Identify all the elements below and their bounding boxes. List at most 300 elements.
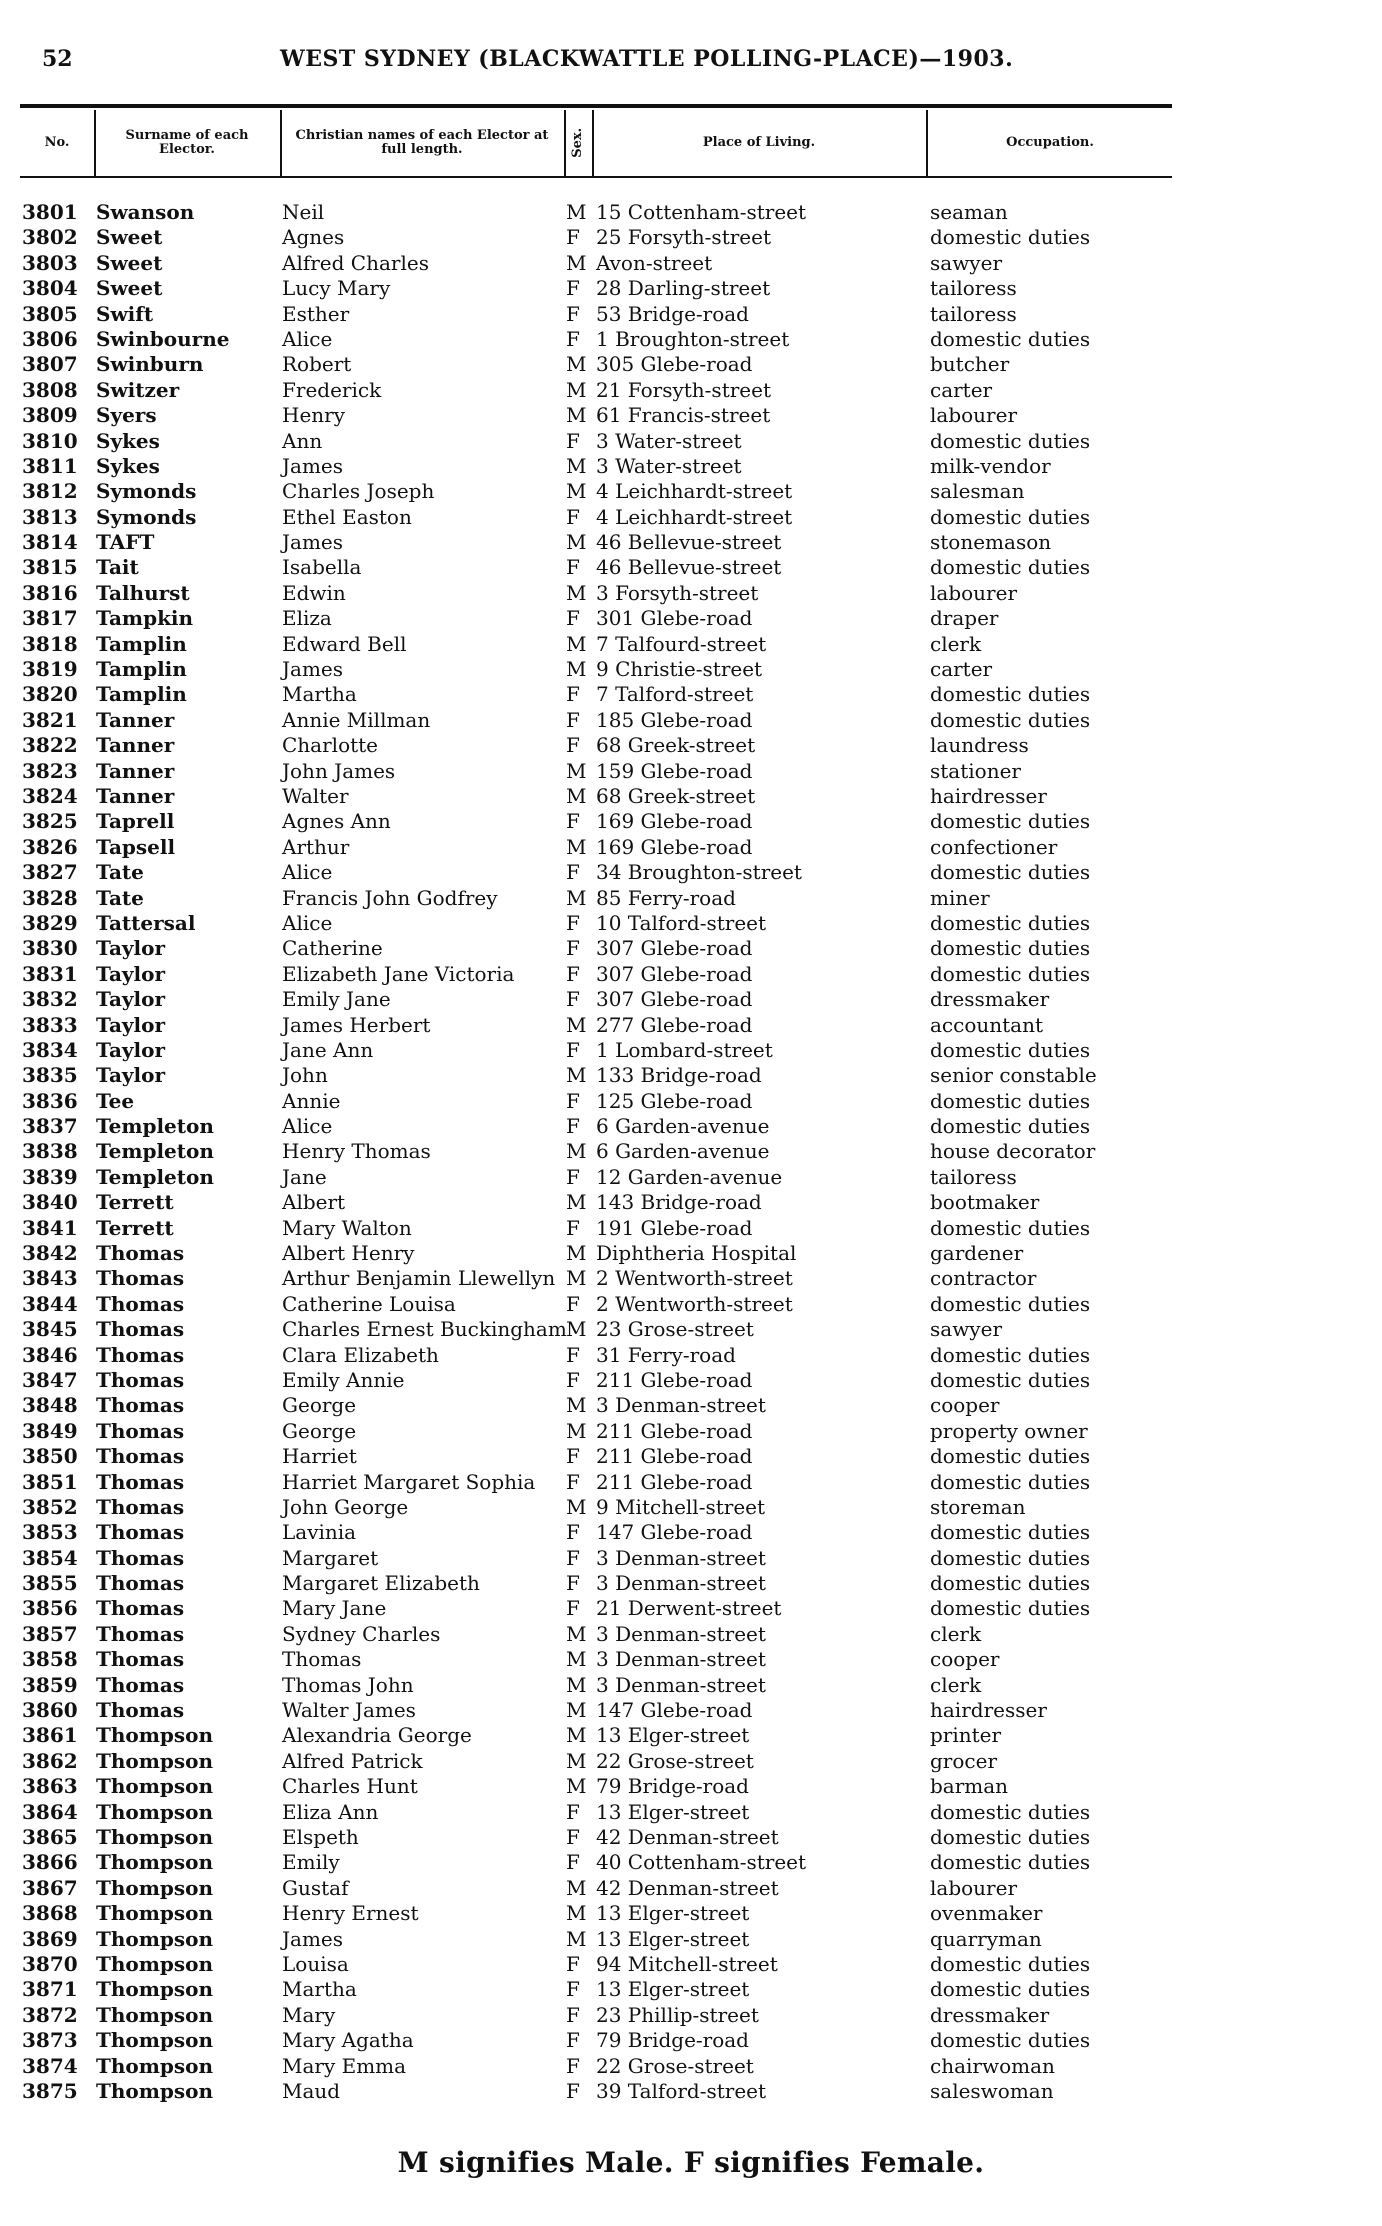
elector-place-of-living: 25 Forsyth-street [596, 225, 771, 250]
elector-occupation: tailoress [930, 301, 1017, 326]
elector-surname: Symonds [96, 479, 197, 504]
elector-christian-names: Lucy Mary [282, 276, 391, 301]
elector-place-of-living: 7 Talford-street [596, 682, 754, 707]
elector-surname: Taylor [96, 1037, 166, 1062]
elector-occupation: domestic duties [930, 1545, 1091, 1570]
elector-place-of-living: 143 Bridge-road [596, 1190, 762, 1215]
elector-sex: F [566, 555, 580, 580]
elector-sex: M [566, 1393, 587, 1418]
elector-surname: Tate [96, 885, 144, 910]
elector-christian-names: Robert [282, 352, 352, 377]
elector-surname: Tapsell [96, 834, 176, 859]
elector-occupation: domestic duties [930, 1977, 1091, 2002]
elector-sex: F [566, 504, 580, 529]
elector-number: 3835 [22, 1063, 78, 1088]
elector-occupation: milk-vendor [930, 453, 1051, 478]
elector-christian-names: Alice [282, 1114, 333, 1139]
elector-occupation: grocer [930, 1748, 998, 1773]
elector-number: 3861 [22, 1723, 78, 1748]
elector-surname: Terrett [96, 1215, 174, 1240]
elector-christian-names: Thomas John [282, 1672, 414, 1697]
elector-place-of-living: 3 Denman-street [596, 1545, 766, 1570]
elector-place-of-living: 147 Glebe-road [596, 1698, 753, 1723]
table-row [0, 1317, 1382, 1342]
table-row [0, 911, 1382, 936]
elector-occupation: senior constable [930, 1063, 1097, 1088]
table-row [0, 606, 1382, 631]
table-row [0, 1038, 1382, 1063]
elector-place-of-living: 2 Wentworth-street [596, 1291, 793, 1316]
elector-place-of-living: 1 Lombard-street [596, 1037, 773, 1062]
elector-sex: M [566, 1926, 587, 1951]
elector-sex: M [566, 1012, 587, 1037]
elector-christian-names: Alfred Patrick [282, 1748, 423, 1773]
elector-number: 3811 [22, 453, 78, 478]
elector-christian-names: Albert [282, 1190, 346, 1215]
elector-place-of-living: 85 Ferry-road [596, 885, 736, 910]
table-row [0, 632, 1382, 657]
elector-place-of-living: 28 Darling-street [596, 276, 771, 301]
elector-place-of-living: 42 Denman-street [596, 1875, 779, 1900]
table-row [0, 1165, 1382, 1190]
elector-christian-names: Ethel Easton [282, 504, 412, 529]
elector-place-of-living: 301 Glebe-road [596, 606, 753, 631]
elector-sex: F [566, 1164, 580, 1189]
elector-surname: Tanner [96, 758, 175, 783]
elector-sex: F [566, 987, 580, 1012]
elector-surname: Thompson [96, 1977, 214, 2002]
table-row [0, 1393, 1382, 1418]
elector-surname: Thompson [96, 1774, 214, 1799]
elector-number: 3805 [22, 301, 78, 326]
elector-christian-names: Mary Agatha [282, 2028, 414, 2053]
elector-occupation: sawyer [930, 1317, 1003, 1342]
elector-surname: Sykes [96, 428, 160, 453]
elector-surname: Thomas [96, 1241, 185, 1266]
elector-surname: Sweet [96, 276, 163, 301]
table-row [0, 1698, 1382, 1723]
table-row [0, 327, 1382, 352]
elector-sex: F [566, 1088, 580, 1113]
elector-occupation: domestic duties [930, 1037, 1091, 1062]
elector-occupation: gardener [930, 1241, 1024, 1266]
elector-surname: Tate [96, 860, 144, 885]
elector-place-of-living: 125 Glebe-road [596, 1088, 753, 1113]
elector-christian-names: Ann [282, 428, 323, 453]
elector-surname: Tait [96, 555, 139, 580]
elector-surname: Thomas [96, 1291, 185, 1316]
elector-christian-names: Emily Jane [282, 987, 391, 1012]
column-header-no: No. [44, 135, 70, 151]
elector-christian-names: John George [282, 1494, 409, 1519]
elector-surname: Tanner [96, 733, 175, 758]
elector-occupation: domestic duties [930, 809, 1091, 834]
elector-christian-names: Margaret Elizabeth [282, 1571, 480, 1596]
elector-occupation: domestic duties [930, 1088, 1091, 1113]
elector-occupation: domestic duties [930, 1850, 1091, 1875]
elector-place-of-living: 211 Glebe-road [596, 1469, 753, 1494]
elector-place-of-living: 3 Denman-street [596, 1571, 766, 1596]
elector-number: 3866 [22, 1850, 78, 1875]
elector-number: 3826 [22, 834, 78, 859]
elector-number: 3838 [22, 1139, 78, 1164]
elector-occupation: domestic duties [930, 504, 1091, 529]
elector-surname: Switzer [96, 377, 180, 402]
elector-place-of-living: 3 Water-street [596, 453, 742, 478]
column-header-sex [566, 112, 590, 174]
elector-place-of-living: 46 Bellevue-street [596, 555, 782, 580]
elector-christian-names: Martha [282, 682, 357, 707]
elector-place-of-living: 12 Garden-avenue [596, 1164, 783, 1189]
elector-occupation: labourer [930, 580, 1018, 605]
elector-christian-names: Alexandria George [282, 1723, 472, 1748]
elector-sex: F [566, 1799, 580, 1824]
elector-sex: F [566, 1520, 580, 1545]
elector-sex: M [566, 1063, 587, 1088]
elector-place-of-living: 23 Phillip-street [596, 2002, 759, 2027]
table-row [0, 1901, 1382, 1926]
table-row [0, 1139, 1382, 1164]
header-top-rule [20, 104, 1172, 108]
elector-number: 3828 [22, 885, 78, 910]
elector-surname: Tanner [96, 707, 175, 732]
elector-surname: Thomas [96, 1266, 185, 1291]
elector-surname: Thomas [96, 1494, 185, 1519]
elector-place-of-living: 13 Elger-street [596, 1799, 750, 1824]
table-row [0, 1774, 1382, 1799]
elector-place-of-living: 21 Derwent-street [596, 1596, 782, 1621]
table-row [0, 403, 1382, 428]
elector-christian-names: Catherine Louisa [282, 1291, 456, 1316]
elector-occupation: butcher [930, 352, 1010, 377]
elector-number: 3812 [22, 479, 78, 504]
elector-sex: M [566, 1266, 587, 1291]
elector-place-of-living: 3 Forsyth-street [596, 580, 759, 605]
table-row [0, 1241, 1382, 1266]
elector-place-of-living: 34 Broughton-street [596, 860, 802, 885]
page-number: 52 [42, 46, 73, 72]
elector-christian-names: Alice [282, 910, 333, 935]
elector-place-of-living: 3 Denman-street [596, 1672, 766, 1697]
elector-number: 3845 [22, 1317, 78, 1342]
elector-occupation: tailoress [930, 1164, 1017, 1189]
elector-occupation: domestic duties [930, 860, 1091, 885]
elector-occupation: domestic duties [930, 326, 1091, 351]
elector-place-of-living: 3 Water-street [596, 428, 742, 453]
elector-sex: M [566, 1190, 587, 1215]
elector-occupation: domestic duties [930, 2028, 1091, 2053]
elector-christian-names: Mary Walton [282, 1215, 412, 1240]
elector-place-of-living: 3 Denman-street [596, 1621, 766, 1646]
elector-sex: F [566, 910, 580, 935]
elector-number: 3851 [22, 1469, 78, 1494]
elector-occupation: storeman [930, 1494, 1026, 1519]
elector-occupation: saleswoman [930, 2078, 1054, 2103]
elector-number: 3815 [22, 555, 78, 580]
elector-surname: Sykes [96, 453, 160, 478]
elector-number: 3868 [22, 1901, 78, 1926]
table-row [0, 454, 1382, 479]
table-row [0, 1266, 1382, 1291]
elector-christian-names: John James [282, 758, 396, 783]
elector-number: 3829 [22, 910, 78, 935]
elector-number: 3857 [22, 1621, 78, 1646]
elector-christian-names: Margaret [282, 1545, 379, 1570]
elector-sex: M [566, 1901, 587, 1926]
elector-sex: F [566, 1037, 580, 1062]
elector-christian-names: Eliza [282, 606, 332, 631]
elector-christian-names: Edwin [282, 580, 346, 605]
elector-place-of-living: 307 Glebe-road [596, 987, 753, 1012]
elector-occupation: domestic duties [930, 1799, 1091, 1824]
table-row [0, 1368, 1382, 1393]
elector-number: 3854 [22, 1545, 78, 1570]
table-row [0, 2079, 1382, 2104]
elector-place-of-living: 191 Glebe-road [596, 1215, 753, 1240]
elector-sex: F [566, 326, 580, 351]
elector-sex: F [566, 276, 580, 301]
elector-place-of-living: 169 Glebe-road [596, 809, 753, 834]
table-row [0, 835, 1382, 860]
table-row [0, 1546, 1382, 1571]
table-row [0, 530, 1382, 555]
elector-sex: F [566, 1951, 580, 1976]
elector-christian-names: Frederick [282, 377, 382, 402]
elector-place-of-living: 68 Greek-street [596, 733, 756, 758]
elector-sex: F [566, 2053, 580, 2078]
table-row [0, 1444, 1382, 1469]
table-row [0, 962, 1382, 987]
elector-surname: Thomas [96, 1571, 185, 1596]
elector-number: 3818 [22, 631, 78, 656]
elector-number: 3871 [22, 1977, 78, 2002]
elector-number: 3819 [22, 657, 78, 682]
elector-surname: Swanson [96, 200, 195, 224]
elector-christian-names: James Herbert [282, 1012, 431, 1037]
elector-christian-names: Thomas [282, 1647, 362, 1672]
elector-place-of-living: 10 Talford-street [596, 910, 767, 935]
table-row [0, 1723, 1382, 1748]
elector-christian-names: James [282, 1926, 344, 1951]
table-row [0, 1622, 1382, 1647]
table-row [0, 1190, 1382, 1215]
elector-occupation: domestic duties [930, 1825, 1091, 1849]
elector-number: 3834 [22, 1037, 78, 1062]
elector-christian-names: Clara Elizabeth [282, 1342, 439, 1367]
elector-number: 3842 [22, 1241, 78, 1266]
elector-number: 3859 [22, 1672, 78, 1697]
elector-number: 3809 [22, 403, 78, 428]
elector-christian-names: James [282, 453, 344, 478]
elector-place-of-living: 6 Garden-avenue [596, 1139, 770, 1164]
elector-christian-names: Walter [282, 783, 349, 808]
elector-surname: Thompson [96, 2028, 214, 2053]
elector-surname: Thomas [96, 1621, 185, 1646]
elector-place-of-living: 21 Forsyth-street [596, 377, 771, 402]
elector-occupation: barman [930, 1774, 1009, 1799]
table-row [0, 809, 1382, 834]
table-row [0, 505, 1382, 530]
elector-christian-names: Edward Bell [282, 631, 407, 656]
elector-place-of-living: 6 Garden-avenue [596, 1114, 770, 1139]
elector-sex: M [566, 1723, 587, 1748]
elector-occupation: laundress [930, 733, 1029, 758]
table-row [0, 682, 1382, 707]
elector-occupation: clerk [930, 631, 982, 656]
elector-sex: M [566, 1672, 587, 1697]
elector-surname: Tamplin [96, 631, 187, 656]
elector-number: 3847 [22, 1367, 78, 1392]
elector-christian-names: Gustaf [282, 1875, 349, 1900]
elector-place-of-living: 169 Glebe-road [596, 834, 753, 859]
elector-sex: F [566, 1444, 580, 1469]
elector-christian-names: Charles Hunt [282, 1774, 418, 1799]
elector-surname: Taprell [96, 809, 175, 834]
elector-sex: M [566, 834, 587, 859]
electors-list [0, 200, 1382, 2104]
elector-christian-names: George [282, 1418, 357, 1443]
elector-sex: M [566, 403, 587, 428]
elector-occupation: domestic duties [930, 1291, 1091, 1316]
elector-christian-names: Henry Ernest [282, 1901, 419, 1926]
elector-sex: F [566, 682, 580, 707]
elector-place-of-living: 3 Denman-street [596, 1393, 766, 1418]
elector-surname: Thomas [96, 1520, 185, 1545]
elector-number: 3802 [22, 225, 78, 250]
elector-christian-names: Albert Henry [282, 1241, 415, 1266]
table-row [0, 1343, 1382, 1368]
elector-christian-names: Charlotte [282, 733, 379, 758]
elector-occupation: domestic duties [930, 936, 1091, 961]
elector-christian-names: Elspeth [282, 1825, 359, 1849]
elector-surname: Thompson [96, 2078, 214, 2103]
elector-occupation: domestic duties [930, 225, 1091, 250]
elector-surname: Thompson [96, 1748, 214, 1773]
elector-place-of-living: Diphtheria Hospital [596, 1241, 797, 1266]
elector-place-of-living: 7 Talfourd-street [596, 631, 767, 656]
elector-surname: Thomas [96, 1469, 185, 1494]
elector-place-of-living: 61 Francis-street [596, 403, 771, 428]
elector-surname: Terrett [96, 1190, 174, 1215]
elector-occupation: contractor [930, 1266, 1037, 1291]
elector-number: 3846 [22, 1342, 78, 1367]
elector-sex: F [566, 1367, 580, 1392]
elector-number: 3852 [22, 1494, 78, 1519]
elector-surname: Templeton [96, 1164, 214, 1189]
elector-sex: M [566, 1647, 587, 1672]
table-row [0, 1571, 1382, 1596]
elector-number: 3844 [22, 1291, 78, 1316]
elector-surname: Thomas [96, 1444, 185, 1469]
elector-christian-names: James [282, 657, 344, 682]
elector-surname: Taylor [96, 936, 166, 961]
elector-place-of-living: 22 Grose-street [596, 2053, 754, 2078]
elector-place-of-living: 68 Greek-street [596, 783, 756, 808]
elector-surname: Thompson [96, 1825, 214, 1849]
elector-occupation: house decorator [930, 1139, 1096, 1164]
elector-occupation: domestic duties [930, 1951, 1091, 1976]
table-row [0, 1089, 1382, 1114]
elector-number: 3856 [22, 1596, 78, 1621]
elector-christian-names: Henry Thomas [282, 1139, 431, 1164]
elector-christian-names: Lavinia [282, 1520, 357, 1545]
elector-sex: F [566, 733, 580, 758]
elector-christian-names: Alice [282, 860, 333, 885]
elector-occupation: chairwoman [930, 2053, 1055, 2078]
elector-sex: F [566, 2078, 580, 2103]
elector-surname: Thompson [96, 2053, 214, 2078]
elector-christian-names: Mary Emma [282, 2053, 407, 2078]
elector-sex: M [566, 200, 587, 224]
elector-sex: M [566, 1317, 587, 1342]
elector-number: 3813 [22, 504, 78, 529]
elector-place-of-living: 13 Elger-street [596, 1901, 750, 1926]
elector-occupation: hairdresser [930, 783, 1047, 808]
elector-christian-names: Agnes Ann [282, 809, 391, 834]
elector-christian-names: Emily Annie [282, 1367, 405, 1392]
elector-surname: Thomas [96, 1698, 185, 1723]
elector-christian-names: Annie [282, 1088, 341, 1113]
elector-surname: Swift [96, 301, 154, 326]
elector-place-of-living: 53 Bridge-road [596, 301, 749, 326]
elector-occupation: domestic duties [930, 1114, 1091, 1139]
elector-occupation: clerk [930, 1621, 982, 1646]
elector-place-of-living: 9 Mitchell-street [596, 1494, 766, 1519]
elector-number: 3841 [22, 1215, 78, 1240]
elector-occupation: hairdresser [930, 1698, 1047, 1723]
elector-place-of-living: 1 Broughton-street [596, 326, 790, 351]
elector-sex: F [566, 1469, 580, 1494]
elector-sex: F [566, 1545, 580, 1570]
elector-surname: Tee [96, 1088, 135, 1113]
elector-sex: F [566, 1571, 580, 1596]
table-row [0, 251, 1382, 276]
elector-number: 3872 [22, 2002, 78, 2027]
elector-sex: M [566, 783, 587, 808]
elector-surname: Thomas [96, 1342, 185, 1367]
elector-place-of-living: 4 Leichhardt-street [596, 504, 793, 529]
elector-place-of-living: 40 Cottenham-street [596, 1850, 807, 1875]
elector-occupation: carter [930, 657, 993, 682]
elector-surname: Talhurst [96, 580, 190, 605]
column-header-sex-label: Sex. [570, 128, 586, 158]
elector-number: 3820 [22, 682, 78, 707]
elector-place-of-living: 133 Bridge-road [596, 1063, 762, 1088]
elector-occupation: dressmaker [930, 987, 1050, 1012]
elector-number: 3814 [22, 530, 78, 555]
elector-number: 3803 [22, 250, 78, 275]
elector-number: 3858 [22, 1647, 78, 1672]
table-row [0, 1952, 1382, 1977]
table-row [0, 733, 1382, 758]
elector-sex: F [566, 1342, 580, 1367]
elector-surname: Thompson [96, 1875, 214, 1900]
elector-christian-names: Annie Millman [282, 707, 431, 732]
elector-occupation: stationer [930, 758, 1021, 783]
elector-occupation: domestic duties [930, 1520, 1091, 1545]
table-row [0, 1495, 1382, 1520]
elector-christian-names: Francis John Godfrey [282, 885, 498, 910]
elector-place-of-living: 15 Cottenham-street [596, 200, 807, 224]
elector-place-of-living: 9 Christie-street [596, 657, 763, 682]
elector-christian-names: Charles Ernest Buckingham [282, 1317, 567, 1342]
elector-number: 3832 [22, 987, 78, 1012]
elector-occupation: domestic duties [930, 1571, 1091, 1596]
table-row [0, 429, 1382, 454]
elector-number: 3837 [22, 1114, 78, 1139]
table-row [0, 1977, 1382, 2002]
elector-place-of-living: 211 Glebe-road [596, 1367, 753, 1392]
